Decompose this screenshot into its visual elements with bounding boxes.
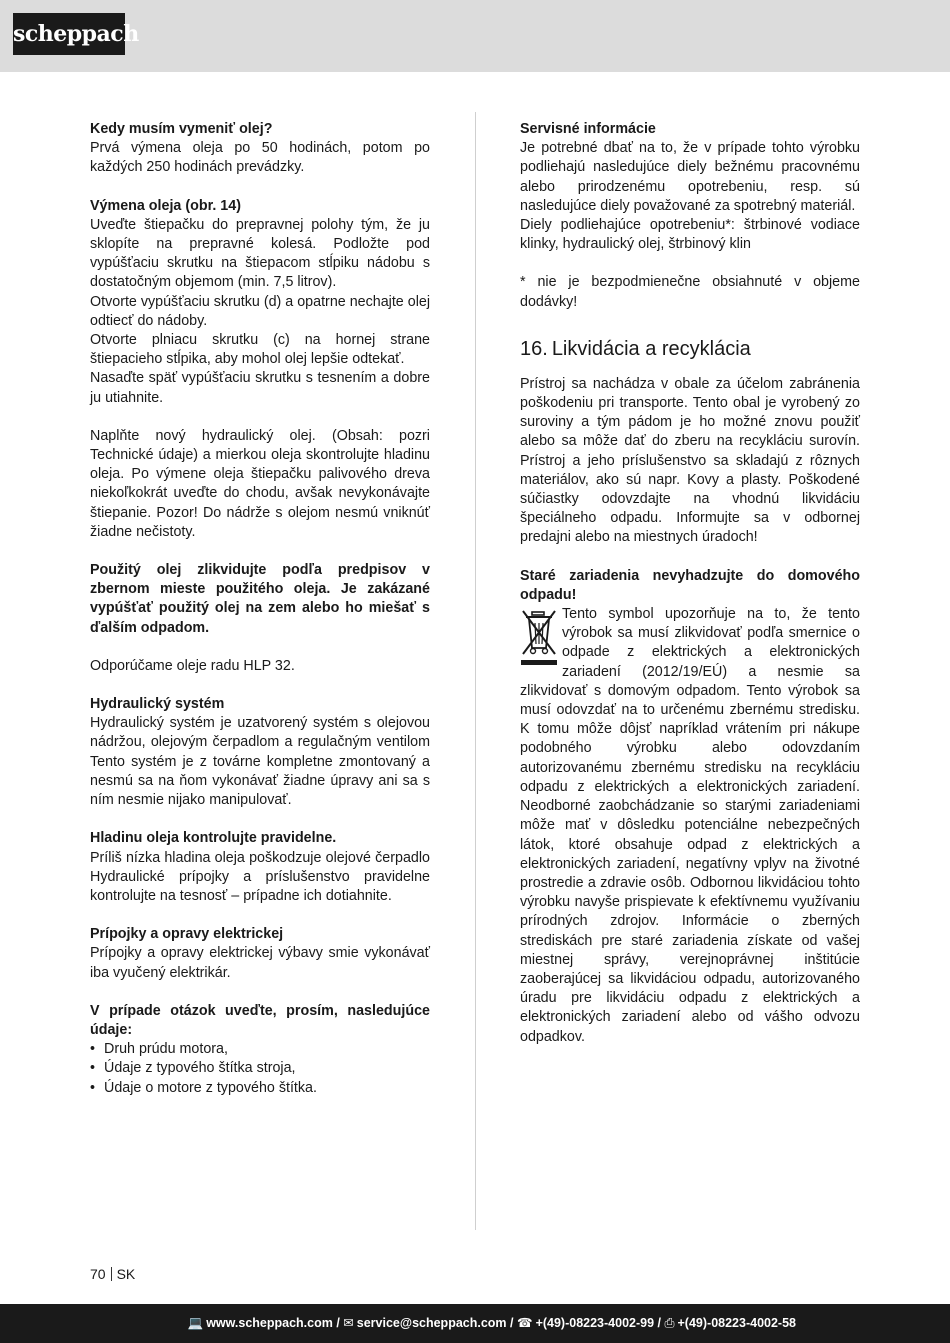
oil-level-text: Príliš nízka hladina oleja poškodzuje olejové čerpadlo Hydraulické prípojky a príslušenstvo pravidelne kontrolujte na tesnosť – prípadne ich dotiahnite. xyxy=(90,849,430,904)
footer-bar xyxy=(0,1304,950,1343)
computer-icon: 💻 xyxy=(187,1316,204,1330)
oil-change-text: Prvá výmena oleja po 50 hodinách, potom po každých 250 hodinách prevádzky. xyxy=(90,140,430,176)
list-item: • Druh prúdu motora, xyxy=(90,1040,430,1059)
fax-icon: ⎙ xyxy=(664,1316,675,1330)
service-p2: Diely podliehajúce opotrebeniu*: štrbinové vodiace klinky, hydraulický olej, štrbinový klin xyxy=(520,217,860,253)
page-number-value: 70 xyxy=(90,1266,106,1282)
questions-list xyxy=(90,1040,430,1098)
scheppach-logo: scheppach xyxy=(13,13,125,55)
oil-replace-p4: Nasaďte späť vypúšťaciu skrutku s tesnením a dobre ju utiahnite. xyxy=(90,370,430,406)
list-item: • Údaje z typového štítka stroja, xyxy=(90,1059,430,1078)
recycle-text: Prístroj sa nachádza v obale za účelom zabránenia poškodeniu pri transporte. Tento obal je vyrobený zo suroviny a tým pádom je ho možné znovu použiť alebo sa môže dať do zberu na recykláciu surovín. Prístroj a jeho príslušenstvo sa skladajú z rôznych materiálov, ako sú napr. Kovy a plasty. Poškodené súčiastky odovzdajte na vhodnú likvidáciu špeciálneho odpadu. Informujte sa v odbornej predajni alebo na miestnych úradoch! xyxy=(520,375,860,546)
electric-text: Prípojky a opravy elektrickej výbavy smie vykonávať iba vyučený elektrikár. xyxy=(90,945,430,981)
right-column xyxy=(520,120,860,1047)
section-title: Likvidácia a recyklácia xyxy=(551,337,751,360)
oil-level-title: Hladinu oleja kontrolujte pravidelne. xyxy=(90,830,337,847)
hydraulic-title: Hydraulický systém xyxy=(90,696,225,713)
old-devices-title: Staré zariadenia nevyhadzujte do domového odpadu! xyxy=(520,567,860,603)
oil-replace-p2: Otvorte vypúšťaciu skrutku (d) a opatrne nechajte olej odtiecť do nádoby. xyxy=(90,293,430,329)
list-item: • Údaje o motore z typového štítka. xyxy=(90,1079,430,1098)
footer-web[interactable]: www.scheppach.com / xyxy=(206,1316,340,1330)
phone-icon: ☎ xyxy=(516,1316,533,1330)
oil-replace-p3: Otvorte plniacu skrutku (c) na hornej strane štiepacieho stĺpika, aby mohol olej lepšie odtekať. xyxy=(90,332,430,368)
footer-phone: +(49)-08223-4002-99 / xyxy=(535,1316,661,1330)
oil-replace-title: Výmena oleja (obr. 14) xyxy=(90,197,241,214)
left-column xyxy=(90,120,430,1098)
mail-icon: ✉ xyxy=(343,1316,354,1330)
crossed-bin-icon xyxy=(520,608,558,666)
weee-text: Tento symbol upozorňuje na to, že tento výrobok sa musí zlikvidovať podľa smernice o odpade z elektrických a elektronických zariadení (2012/19/EÚ) a nesmie sa zlikvidovať s domovým odpadom. Tento výrobok sa musí odovzdať na to určenému zbernému stredisku. K tomu môže dôjsť napríklad vrátením pri nákupe podobného výrobku alebo odovzdaním autorizovanému zbernému stredisku na recykláciu odpadu z elektrických a elektronických zariadení. Neodborné zaobchádzanie so starými zariadeniami môže mať v dôsledku potenciálne nebezpečných látok, ktoré obsahuje odpad z elektrických a elektronických zariadení, negatívny vplyv na životné prostredie a zdravie osôb. Odbornou likvidáciou tohto výrobku navyše prispievate k efektívnemu využívaniu prírodných zdrojov. Informácie o zberných strediskách pre staré zariadenia získate od vašej miestnej správy, verejnoprávnej inštitúcie zaoberajúcej sa likvidáciou odpadu, autorizovaného úradu pre likvidáciu odpadu z elektrických a elektronických zariadení alebo od vášho odvozu odpadkov. xyxy=(520,606,860,1045)
oil-recommendation: Odporúčame oleje radu HLP 32. xyxy=(90,657,295,674)
hydraulic-text: Hydraulický systém je uzatvorený systém s olejovou nádržou, olejovým čerpadlom a regulačným ventilom Tento systém je z továrne kompletne zmontovaný a nesmú sa na ňom vykonávať žiadne úpravy ani sa s ním nesmie nijako manipulovať. xyxy=(90,715,430,809)
oil-change-title: Kedy musím vymeniť olej? xyxy=(90,121,273,137)
oil-replace-p1: Uveďte štiepačku do prepravnej polohy tým, že ju sklopíte na prepravné kolesá. Podložte pod vypúšťaciu skrutku na štiepacom stĺpiku nádobu s dostatočným objemom (min. 7,5 litrov). xyxy=(90,216,430,291)
weee-block xyxy=(520,605,860,1047)
footer-fax: +(49)-08223-4002-58 xyxy=(677,1316,796,1330)
column-divider xyxy=(475,112,476,1230)
service-note: * nie je bezpodmienečne obsiahnuté v objeme dodávky! xyxy=(520,274,860,310)
fill-text: Naplňte nový hydraulický olej. (Obsah: pozri Technické údaje) a mierkou oleja skontrolujte hladinu oleja. Po výmene oleja štiepačku palivového dreva niekoľkokrát uveďte do chodu, avšak nevykonávajte štiepanie. Pozor! Do nádrže s olejom nesmú vniknúť žiadne nečistoty. xyxy=(90,427,430,540)
page-number xyxy=(90,1266,135,1282)
service-title: Servisné informácie xyxy=(520,121,656,137)
dispose-warning: Použitý olej zlikvidujte podľa predpisov v zbernom mieste použitého oleja. Je zakázané vypúšťať použitý olej na zem alebo ho miešať s ďalším odpadom. xyxy=(90,562,430,636)
electric-title: Prípojky a opravy elektrickej xyxy=(90,926,284,943)
footer-email[interactable]: service@scheppach.com / xyxy=(356,1316,514,1330)
section-number: 16. xyxy=(520,337,548,360)
header-bar xyxy=(0,0,950,72)
service-p1: Je potrebné dbať na to, že v prípade tohto výrobku podliehajú nasledujúce diely bežnému pracovnému alebo prirodzenému opotrebeniu, resp. sú nasledujúce diely považované za spotrebný materiál. xyxy=(520,140,860,214)
page-language: SK xyxy=(116,1266,136,1282)
questions-title: V prípade otázok uveďte, prosím, nasledujúce údaje: xyxy=(90,1002,430,1038)
section-heading xyxy=(520,337,860,361)
